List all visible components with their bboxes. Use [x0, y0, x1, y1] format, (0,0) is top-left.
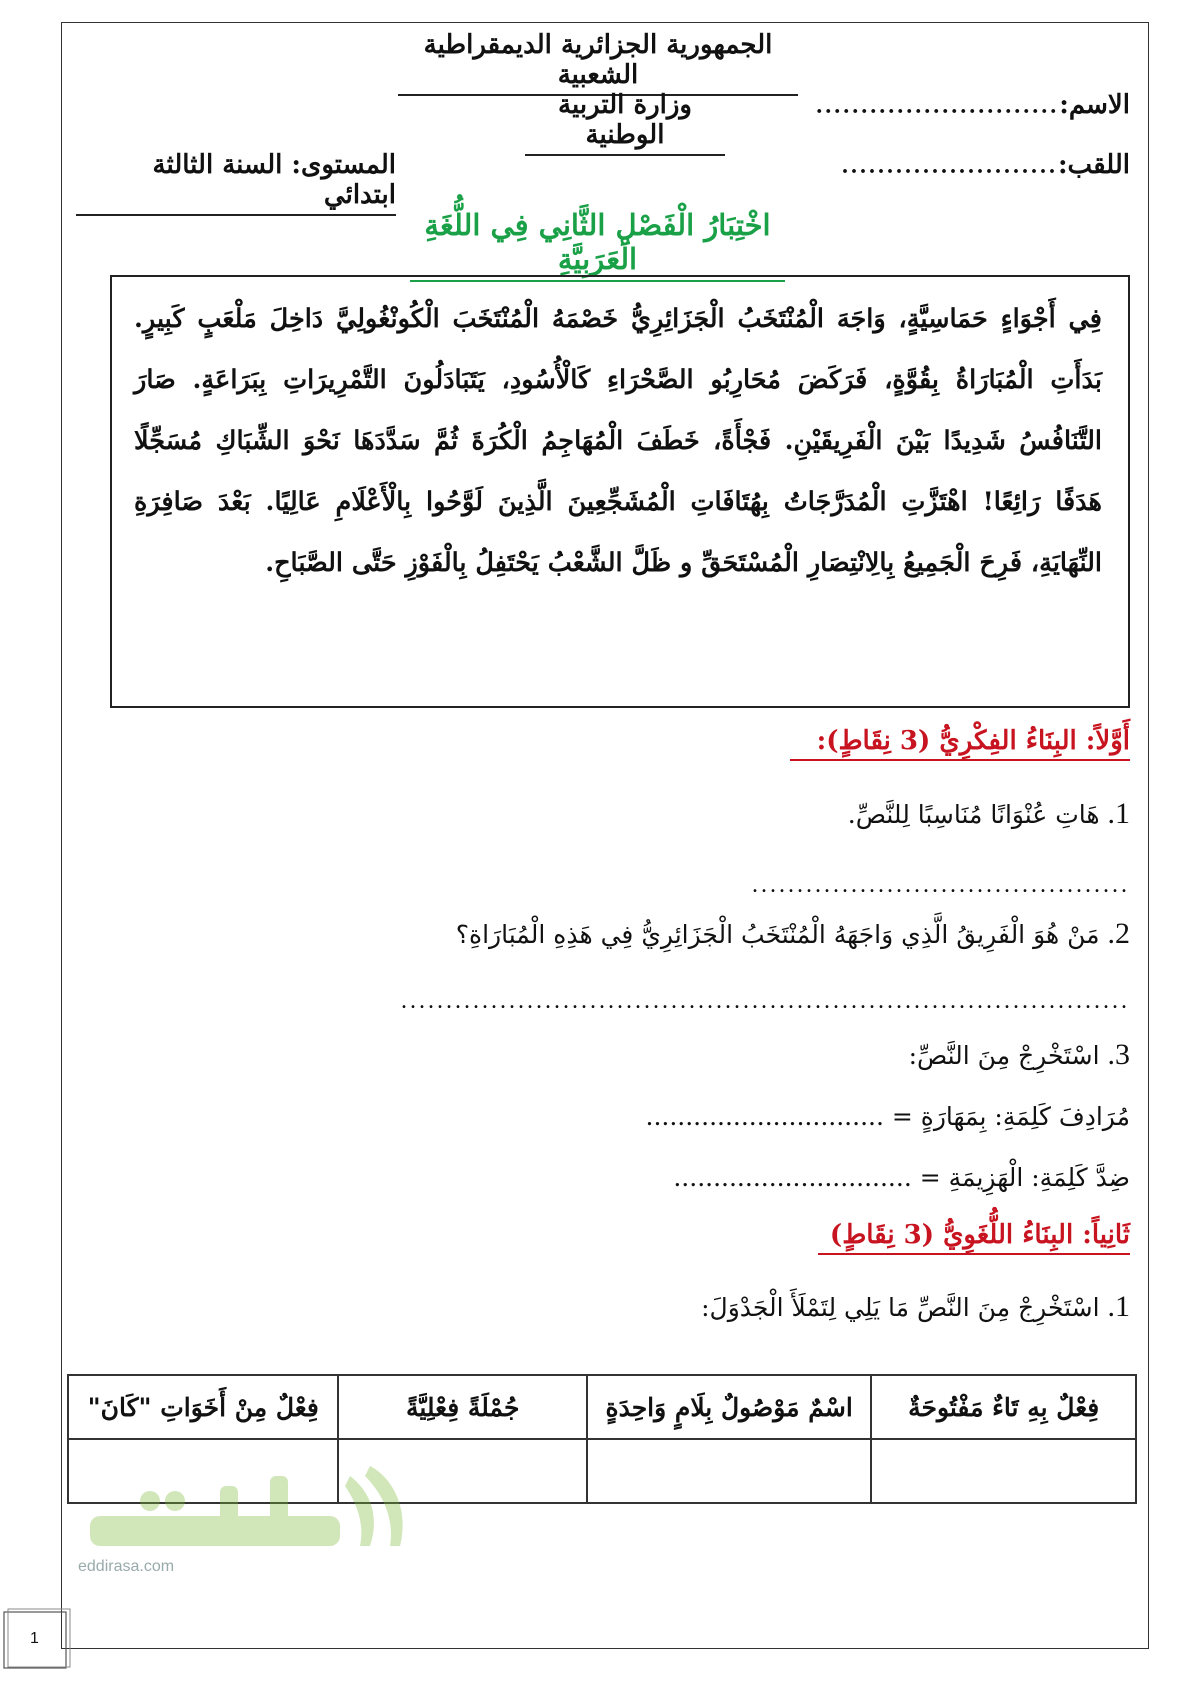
question-2-number: 2. [1107, 917, 1130, 950]
question-4-number: 1. [1107, 1290, 1130, 1323]
table-header-cell: فِعْلٌ بِهِ تَاءٌ مَفْتُوحَةٌ [871, 1375, 1136, 1439]
surname-dots: ........................ [841, 153, 1058, 179]
answer-cell[interactable] [587, 1439, 871, 1503]
page-number: 1 [30, 1630, 39, 1647]
watermark-site: eddirasa.com [78, 1558, 175, 1575]
antonym-question[interactable]: ضِدَّ كَلِمَةِ: الْهَزِيمَةِ = .............................. [673, 1163, 1130, 1192]
question-2-text: مَنْ هُوَ الْفَرِيقُ الَّذِي وَاجَهَهُ الْمُنْتَخَبُ الْجَزَائِرِيُّ فِي هَذِهِ الْمُبَارَاةِ؟ [455, 920, 1100, 949]
eddirasa-logo-watermark [70, 1446, 430, 1566]
table-header-row [68, 1375, 1136, 1439]
name-field[interactable] [785, 90, 1130, 120]
question-3-text: اسْتَخْرِجْ مِنَ النَّصِّ: [908, 1041, 1100, 1070]
reading-passage [110, 275, 1130, 708]
answer-1-dots[interactable]: .......................................... [752, 872, 1130, 898]
question-3 [600, 1038, 1130, 1072]
question-2 [300, 917, 1130, 951]
surname-label: اللقب: [1057, 150, 1130, 180]
question-4 [560, 1290, 1130, 1324]
question-4-text: اسْتَخْرِجْ مِنَ النَّصِّ مَا يَلِي لِتَمْلَأَ الْجَدْوَلَ: [701, 1293, 1100, 1322]
section2-heading: ثَانِياً: البِنَاءُ اللُّغَوِيُّ (3 نِقَاطٍ) [818, 1220, 1130, 1255]
name-dots: ........................... [816, 93, 1060, 119]
question-1 [500, 797, 1130, 831]
table-header-cell: جُمْلَةً فِعْلِيَّةً [338, 1375, 587, 1439]
section1-heading: أَوَّلاً: البِنَاءُ الفِكْرِيُّ (3 نِقَاطٍ): [790, 726, 1130, 761]
passage-text: فِي أَجْوَاءٍ حَمَاسِيَّةٍ، وَاجَهَ الْمُنْتَخَبُ الْجَزَائِرِيُّ خَصْمَهُ الْمُنْتَخَبَ الْكُونْغُولِيَّ دَاخِلَ مَلْعَبٍ كَبِيرٍ. بَدَأَتِ الْمُبَارَاةُ بِقُوَّةٍ، فَرَكَضَ مُحَارِبُو الصَّحْرَاءِ كَالْأُسُودِ، يَتَبَادَلُونَ التَّمْرِيرَاتِ بِبَرَاعَةٍ. صَارَ التَّنَافُسُ شَدِيدًا بَيْنَ الْفَرِيقَيْنِ. فَجْأَةً، خَطَفَ الْمُهَاجِمُ الْكُرَةَ ثُمَّ سَدَّدَهَا نَحْوَ الشِّبَاكِ مُسَجِّلًا هَدَفًا رَائِعًا! اهْتَزَّتِ الْمُدَرَّجَاتُ بِهُتَافَاتِ الْمُشَجِّعِينَ الَّذِينَ لَوَّحُوا بِالْأَعْلَامِ عَالِيًا. بَعْدَ صَافِرَةِ النِّهَايَةِ، فَرِحَ الْجَمِيعُ بِالِانْتِصَارِ الْمُسْتَحَقِّ و ظَلَّ الشَّعْبُ يَحْتَفِلُ بِالْفَوْزِ حَتَّى الصَّبَاحِ. [134, 304, 1102, 578]
surname-field[interactable] [785, 150, 1130, 180]
table-header-cell: فِعْلٌ مِنْ أَخَوَاتِ "كَانَ" [68, 1375, 338, 1439]
table-header-cell: اسْمٌ مَوْصُولٌ بِلَامٍ وَاحِدَةٍ [587, 1375, 871, 1439]
question-1-text: هَاتِ عُنْوَانًا مُنَاسِبًا لِلنَّصِّ. [847, 800, 1100, 829]
exam-title: اخْتِبَارُ الْفَصْلِ الثَّانِي فِي اللُّغَةِ الْعَرَبِيَّةِ [410, 208, 785, 282]
question-1-number: 1. [1107, 797, 1130, 830]
synonym-question[interactable]: مُرَادِفَ كَلِمَةِ: بِمَهَارَةٍ = .............................. [645, 1102, 1130, 1131]
ministry-header: وزارة التربية الوطنية [525, 90, 725, 156]
answer-cell[interactable] [871, 1439, 1136, 1503]
name-label: الاسم: [1059, 90, 1130, 120]
answer-2-dots[interactable]: ................................................................................. [401, 988, 1130, 1014]
level-header: المستوى: السنة الثالثة ابتدائي [76, 150, 396, 216]
republic-header: الجمهورية الجزائرية الديمقراطية الشعبية [398, 30, 798, 96]
question-3-number: 3. [1107, 1038, 1130, 1071]
